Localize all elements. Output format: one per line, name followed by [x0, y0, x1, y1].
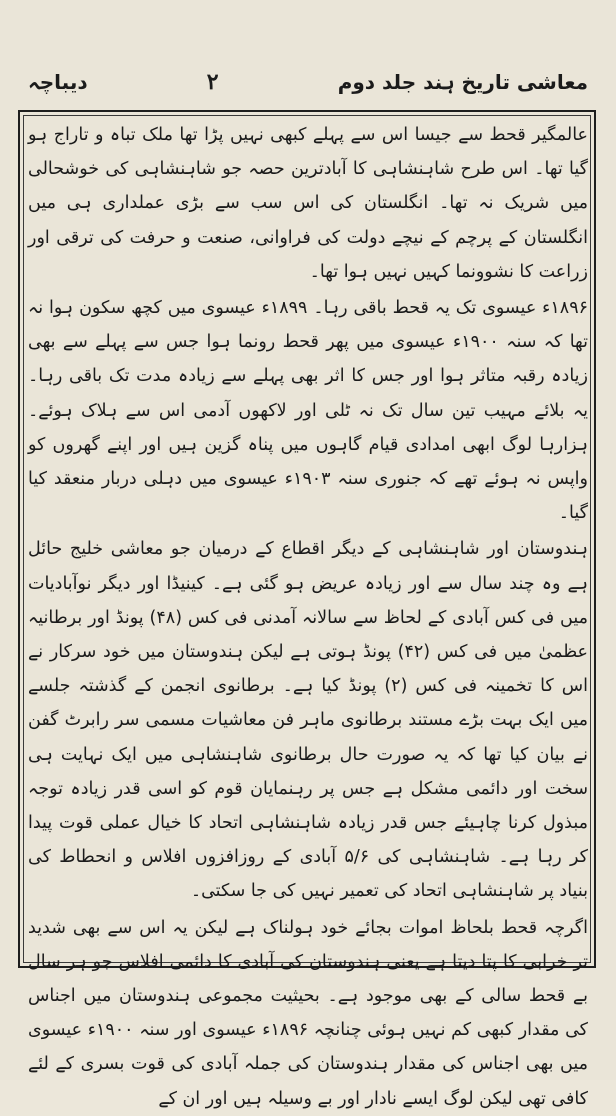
paragraph: عالمگیر قحط سے جیسا اس سے پہلے کبھی نہیں پڑا تھا ملک تباہ و تاراج ہو گیا تھا۔ اس طرح شاہنشاہی کا آبادترین حصہ جو شاہنشاہی کی خوشحالی میں شریک نہ تھا۔ انگلستان کی اس سب سے بڑی عملداری ہی میں انگلستان کے پرچم کے نیچے دولت کی فراوانی، صنعت و حرفت کی ترقی اور زراعت کا نشوونما کہیں نہیں ہوا تھا۔	[28, 125, 588, 282]
paragraph: ۱۸۹۶ء عیسوی تک یہ قحط باقی رہا۔ ۱۸۹۹ء عیسوی میں کچھ سکون ہوا نہ تھا کہ سنہ ۱۹۰۰ء عیسوی میں پھر قحط رونما ہوا جس سے پہلے سے بھی زیادہ رقبہ متاثر ہوا اور جس کا اثر بھی پہلے سے زیادہ مدت تک باقی رہا۔ یہ بلائے مہیب تین سال تک نہ ٹلی اور لاکھوں آدمی اس سے ہلاک ہوئے۔ ہزارہا لوگ ابھی امدادی قیام گاہوں میں پناہ گزین ہیں اور اپنے گھروں کو واپس نہ ہوئے تھے کہ جنوری سنہ ۱۹۰۳ء عیسوی میں دہلی دربار منعقد کیا گیا۔	[28, 298, 589, 524]
running-header	[28, 62, 588, 102]
paragraph: ہندوستان اور شاہنشاہی کے دیگر اقطاع کے درمیان جو معاشی خلیج حائل ہے وہ چند سال سے اور زیادہ عریض ہو گئی ہے۔ کینیڈا اور دیگر نوآبادیات میں فی کس آبادی کے لحاظ سے سالانہ آمدنی فی کس (۴۸) پونڈ اور برطانیہ عظمیٰ میں فی کس (۴۲) پونڈ ہوتی ہے لیکن ہندوستان میں خود سرکار نے اس کا تخمینہ فی کس (۲) پونڈ کیا ہے۔ برطانوی انجمن کے گذشتہ جلسے میں ایک بہت بڑے مستند برطانوی ماہر فن معاشیات مسمی سر رابرٹ گفن نے بیان کیا تھا کہ یہ صورت حال برطانوی شاہنشاہی میں ایک نہایت ہی سخت اور دائمی مشکل ہے جس پر رہنمایان قوم کو اسی قدر زیادہ توجہ مبذول کرنا چاہیئے جس قدر زیادہ شاہنشاہی اتحاد کا خیال عملی قوت پیدا کر رہا ہے۔ شاہنشاہی کی ۵/۶ آبادی کے روزافزوں افلاس و انحطاط کی بنیاد پر شاہنشاہی اتحاد کی تعمیر نہیں کی جا سکتی۔	[28, 539, 588, 902]
section-title: دیباچہ	[28, 70, 88, 94]
body-text	[28, 118, 589, 1109]
page-number: ۲	[206, 69, 219, 95]
book-title: معاشی تاریخ ہند جلد دوم	[337, 70, 588, 94]
paragraph: اگرچہ قحط بلحاظ اموات بجائے خود ہولناک ہے لیکن یہ اس سے بھی شدید تر خرابی کا پتا دیتا ہے یعنی ہندوستان کی آبادی کا دائمی افلاس جو ہر سال بے قحط سالی کے بھی موجود ہے۔ بحیثیت مجموعی ہندوستان میں اجناس کی مقدار کبھی کم نہیں ہوئی چنانچہ ۱۸۹۶ء عیسوی اور سنہ ۱۹۰۰ء عیسوی میں بھی اجناس کی مقدار ہندوستان کی جملہ آبادی کی قوت بسری کے لئے کافی تھی لیکن لوگ ایسے نادار اور بے وسیلہ ہیں اور ان کے	[28, 917, 588, 1109]
